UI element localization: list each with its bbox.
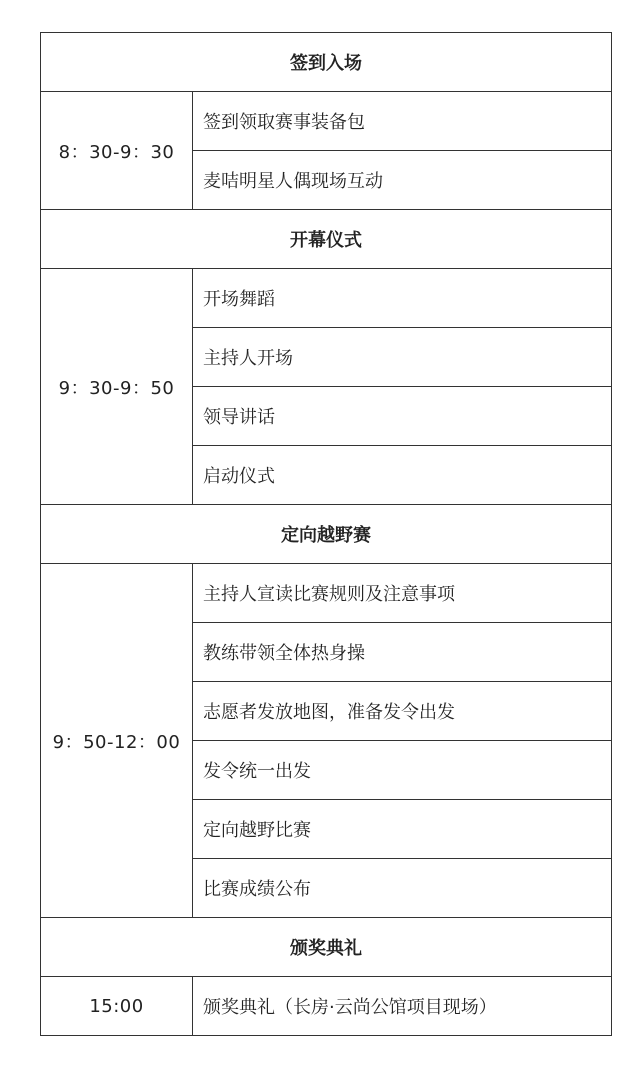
agenda-item: 主持人开场 bbox=[193, 328, 612, 387]
schedule-row bbox=[41, 269, 612, 328]
schedule-row bbox=[41, 92, 612, 151]
section-header-row bbox=[41, 210, 612, 269]
section-header-row bbox=[41, 505, 612, 564]
agenda-item: 麦咭明星人偶现场互动 bbox=[193, 151, 612, 210]
section-title: 颁奖典礼 bbox=[41, 918, 612, 977]
time-slot: 8：30-9：30 bbox=[41, 92, 193, 210]
schedule-row bbox=[41, 977, 612, 1036]
agenda-item: 发令统一出发 bbox=[193, 741, 612, 800]
section-header-row bbox=[41, 918, 612, 977]
section-header-row bbox=[41, 33, 612, 92]
schedule-row bbox=[41, 564, 612, 623]
agenda-item: 开场舞蹈 bbox=[193, 269, 612, 328]
agenda-item: 定向越野比赛 bbox=[193, 800, 612, 859]
agenda-item: 比赛成绩公布 bbox=[193, 859, 612, 918]
agenda-item: 签到领取赛事装备包 bbox=[193, 92, 612, 151]
agenda-item: 志愿者发放地图，准备发令出发 bbox=[193, 682, 612, 741]
time-slot: 15:00 bbox=[41, 977, 193, 1036]
agenda-item: 教练带领全体热身操 bbox=[193, 623, 612, 682]
agenda-item: 主持人宣读比赛规则及注意事项 bbox=[193, 564, 612, 623]
agenda-item: 颁奖典礼（长房·云尚公馆项目现场） bbox=[193, 977, 612, 1036]
agenda-item: 领导讲话 bbox=[193, 387, 612, 446]
time-slot: 9：30-9：50 bbox=[41, 269, 193, 505]
agenda-item: 启动仪式 bbox=[193, 446, 612, 505]
section-title: 开幕仪式 bbox=[41, 210, 612, 269]
schedule-table bbox=[40, 32, 612, 1036]
time-slot: 9：50-12：00 bbox=[41, 564, 193, 918]
section-title: 定向越野赛 bbox=[41, 505, 612, 564]
section-title: 签到入场 bbox=[41, 33, 612, 92]
